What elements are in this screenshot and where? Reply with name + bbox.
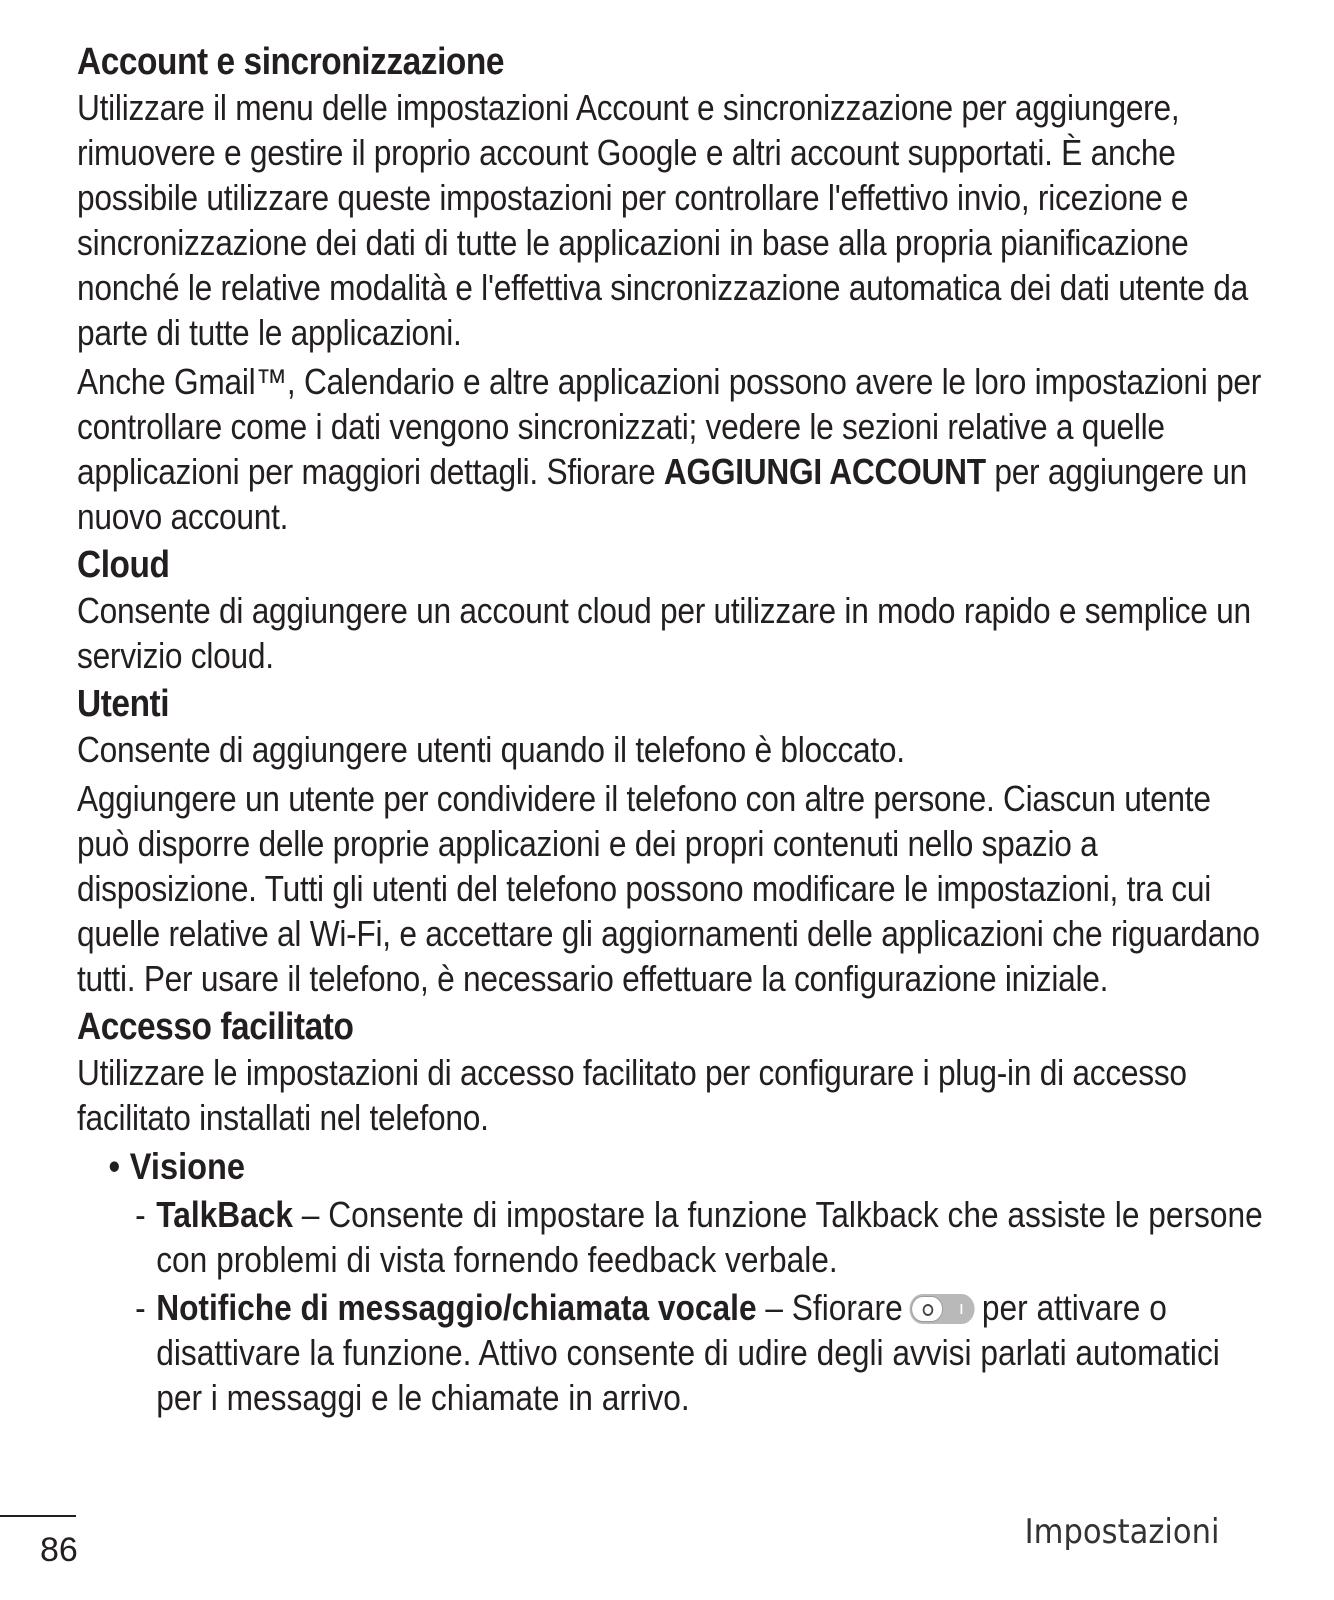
page-content xyxy=(77,40,1267,1420)
toggle-bar xyxy=(961,1304,963,1314)
account-p2-text-a: Anche Gmail™, Calendario e altre applicazioni possono avere le loro impostazioni per controllare come i dati vengono sincronizzati; vedere le sezioni relative a quelle applicazioni per maggiori dettagli. Sfiorare xyxy=(77,361,1262,492)
users-paragraph-1: Consente di aggiungere utenti quando il telefono è bloccato. xyxy=(77,729,905,770)
section-title-account: Account e sincronizzazione xyxy=(77,41,505,83)
notification-text-b: per attivare o disattivare la funzione. Attivo consente di udire degli avvisi parlati automatici per i messaggi e le chiamate in arrivo. xyxy=(156,1287,1220,1418)
account-paragraph-1: Utilizzare il menu delle impostazioni Account e sincronizzazione per aggiungere, rimuovere e gestire il proprio account Google e altri account supportati. È anche possibile utilizzare queste impostazioni per controllare l'effettivo invio, ricezione e sincronizzazione dei dati di tutte le applicazioni in base alla propria pianificazione nonché le relative modalità e l'effettiva sincronizzazione automatica dei dati utente da parte di tutte le applicazioni. xyxy=(77,87,1248,353)
talkback-label: TalkBack xyxy=(156,1194,293,1235)
users-paragraph-2: Aggiungere un utente per condividere il telefono con altre persone. Ciascun utente può disporre delle proprie applicazioni e dei propri contenuti nello spazio a disposizione. Tutti gli utenti del telefono possono modificare le impostazioni, tra cui quelle relative al Wi-Fi, e accettare gli aggiornamenti delle applicazioni che riguardano tutti. Per usare il telefono, è necessario effettuare la configurazione iniziale. xyxy=(77,778,1260,999)
toggle-switch-icon xyxy=(910,1294,975,1324)
section-title-cloud: Cloud xyxy=(77,544,170,586)
dash-mark: - xyxy=(135,1194,146,1235)
notification-text-a: – Sfiorare xyxy=(756,1287,903,1328)
account-p2-text-b: per aggiungere un nuovo account. xyxy=(77,451,1248,537)
talkback-text: – Consente di impostare la funzione Talkback che assiste le persone con problemi di vista fornendo feedback verbale. xyxy=(156,1194,1263,1280)
talkback-item xyxy=(135,1192,1267,1282)
dash-mark: - xyxy=(135,1287,146,1328)
section-title-accessibility: Accesso facilitato xyxy=(77,1006,354,1048)
footer-section-name: Impostazioni xyxy=(1025,1512,1220,1552)
footer-divider xyxy=(0,1515,76,1517)
bullet-vision-label: Visione xyxy=(129,1146,246,1187)
cloud-paragraph: Consente di aggiungere un account cloud per utilizzare in modo rapido e semplice un servizio cloud. xyxy=(77,590,1251,676)
page-number: 86 xyxy=(40,1531,78,1569)
toggle-knob xyxy=(912,1296,944,1322)
notification-item xyxy=(135,1285,1267,1420)
bullet-mark: • xyxy=(108,1146,121,1187)
accessibility-paragraph: Utilizzare le impostazioni di accesso facilitato per configurare i plug-in di accesso facilitato installati nel telefono. xyxy=(77,1052,1187,1138)
bullet-vision xyxy=(109,1144,1267,1189)
section-title-users: Utenti xyxy=(77,683,170,725)
notification-label: Notifiche di messaggio/chiamata vocale xyxy=(156,1287,757,1328)
add-account-label: AGGIUNGI ACCOUNT xyxy=(663,451,986,492)
account-paragraph-2 xyxy=(77,359,1267,539)
